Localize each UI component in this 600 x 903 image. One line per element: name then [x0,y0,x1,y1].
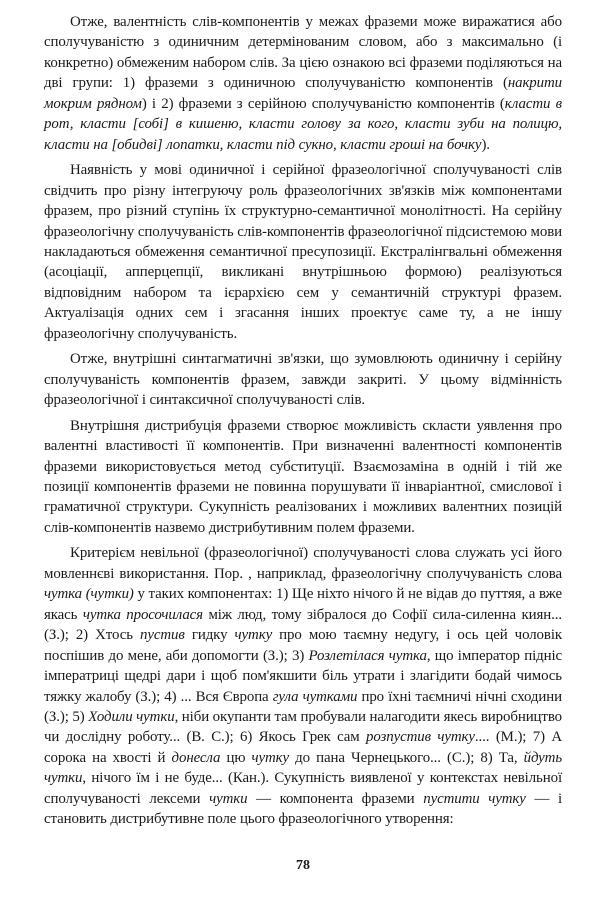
paragraph-3 [44,349,562,410]
italic-example: Розлетілася чутка [308,647,427,664]
text-run: .... (М.); 7) А сорока на хвості й [44,729,563,766]
italic-example: чутка (чутки) [44,586,134,603]
italic-example: розпустив чутку [366,729,475,746]
text-run: цю [220,749,252,766]
text-run: до пана Чернецького... (С.); 8) Та, [289,749,524,766]
italic-example: донесла [171,749,221,766]
italic-example: Ходили чутки [88,708,175,725]
paragraph-2 [44,160,562,344]
text-run: Отже, валентність слів-компонентів у межах фраземи може виражатися або сполучуваністю з одиничним детермінованим словом, або з максимально (і конкретно) обмеженим набором слів. За цією ознакою всі фраземи поділяються на дві групи: 1) фраземи з одиничною сполучуваністю компонентів ( [44,14,562,92]
text-run: Внутрішня дистрибуція фраземи створює можливість скласти уявлення про валентні властивості її компонентів. При визначенні валентності компонентів фраземи використовується метод субституції. Взаємозаміна в одній і тій же позиції компонентів фраземи не повинна порушувати її інваріантної, смислової і граматичної структури. Сукупність реалізованих і можливих валентних позицій слів-компонентів назвемо дистрибутивним полем фраземи. [44,417,562,536]
book-page [44,12,562,892]
text-run: — компонента фраземи [247,790,424,807]
italic-example: гула чутками [272,688,358,705]
text-run: ) і 2) фраземи з серійною сполучуваністю компонентів ( [141,95,505,112]
italic-example: чутку [251,749,290,766]
text-run: між люд, тому зібралося до Софії сила-силенна киян... (З.); 2) Хтось [44,606,562,644]
italic-example: чутку [234,627,273,644]
text-run: про їхні таємничі нічні сходини (З.); 5) [44,688,562,725]
italic-example: накрити мокрим рядном [44,75,562,112]
text-run: — і становить дистрибутивне поле цього фразеологічного утворення: [44,790,563,828]
paragraph-1 [44,12,562,155]
page-number: 78 [296,858,310,873]
italic-example: йдуть чутки [44,749,563,787]
text-body [44,12,562,830]
text-run: про мою таємну недугу, і ось цей чоловік поспішив до мене, аби допомогти (З.); 3) [44,627,562,664]
text-run: Отже, внутрішні синтагматичні зв'язки, що зумовлюють одиничну і серійну сполучуваність компонентів фразем, завжди закриті. У цьому відмінність фразеологічної і синтаксичної сполучуваності слів. [44,351,562,409]
italic-example: чутка просочилася [82,606,203,623]
text-run: , нічого їм і не буде... (Кан.). Сукупність виявленої у контекстах невільної сполучуваності лексеми [44,770,562,807]
italic-example: пустив [140,627,185,644]
italic-example: пустити чутку [423,790,526,807]
italic-example: класти в рот, класти [собі] в кишеню, класти голову за кого, класти зуби на полицю, класти на [обидві] лопатки, класти під сукно, класти гроші на бочку [44,95,562,153]
text-run: Наявність у мові одиничної і серійної фразеологічної сполучуваності слів свідчить про різну інтегруючу роль фразеологічних зв'язків між компонентами фразем, про різний ступінь їх структурно-семантичної монолітності. На серійну фразеологічну сполучуваність слів-компонентів фразеологічної підсистемою мови накладаються обмеження семантичної пресупозиції. Екстралінгвальні обмеження (асоціації, апперцепції, викликані внутрішньою формою) реалізуються відповідним набором та ієрархією сем у семантичній структурі фразем. Актуалізація одних сем і згасання інших проектує саме ту, а не іншу фразеологічну сполучуваність. [44,162,562,342]
text-run: у таких компонентах: 1) Ще ніхто нічого й не відав до путтяя, а вже якась [44,586,562,623]
italic-example: чутки [209,790,248,807]
text-run: ). [481,136,490,153]
paragraph-4 [44,416,562,539]
paragraph-5 [44,543,562,829]
text-run: гидку [184,627,235,644]
text-run: , що імператор підніс імператриці щедрі дари і щоб пом'якшити біль утрати і злагідити бодай чимось тяжку жалобу (З.); 4) ... Вся Європа [44,647,563,705]
text-run: , ніби окупанти там пробували налагодити якесь виробництво чи дослідну роботу... (В. С.); 6) Якось Грек сам [44,708,563,746]
text-run: Критерієм невільної (фразеологічної) сполучуваності слова служать усі його мовленнєві використання. Пор. , наприклад, фразеологічну сполучуваність слова [44,545,562,582]
